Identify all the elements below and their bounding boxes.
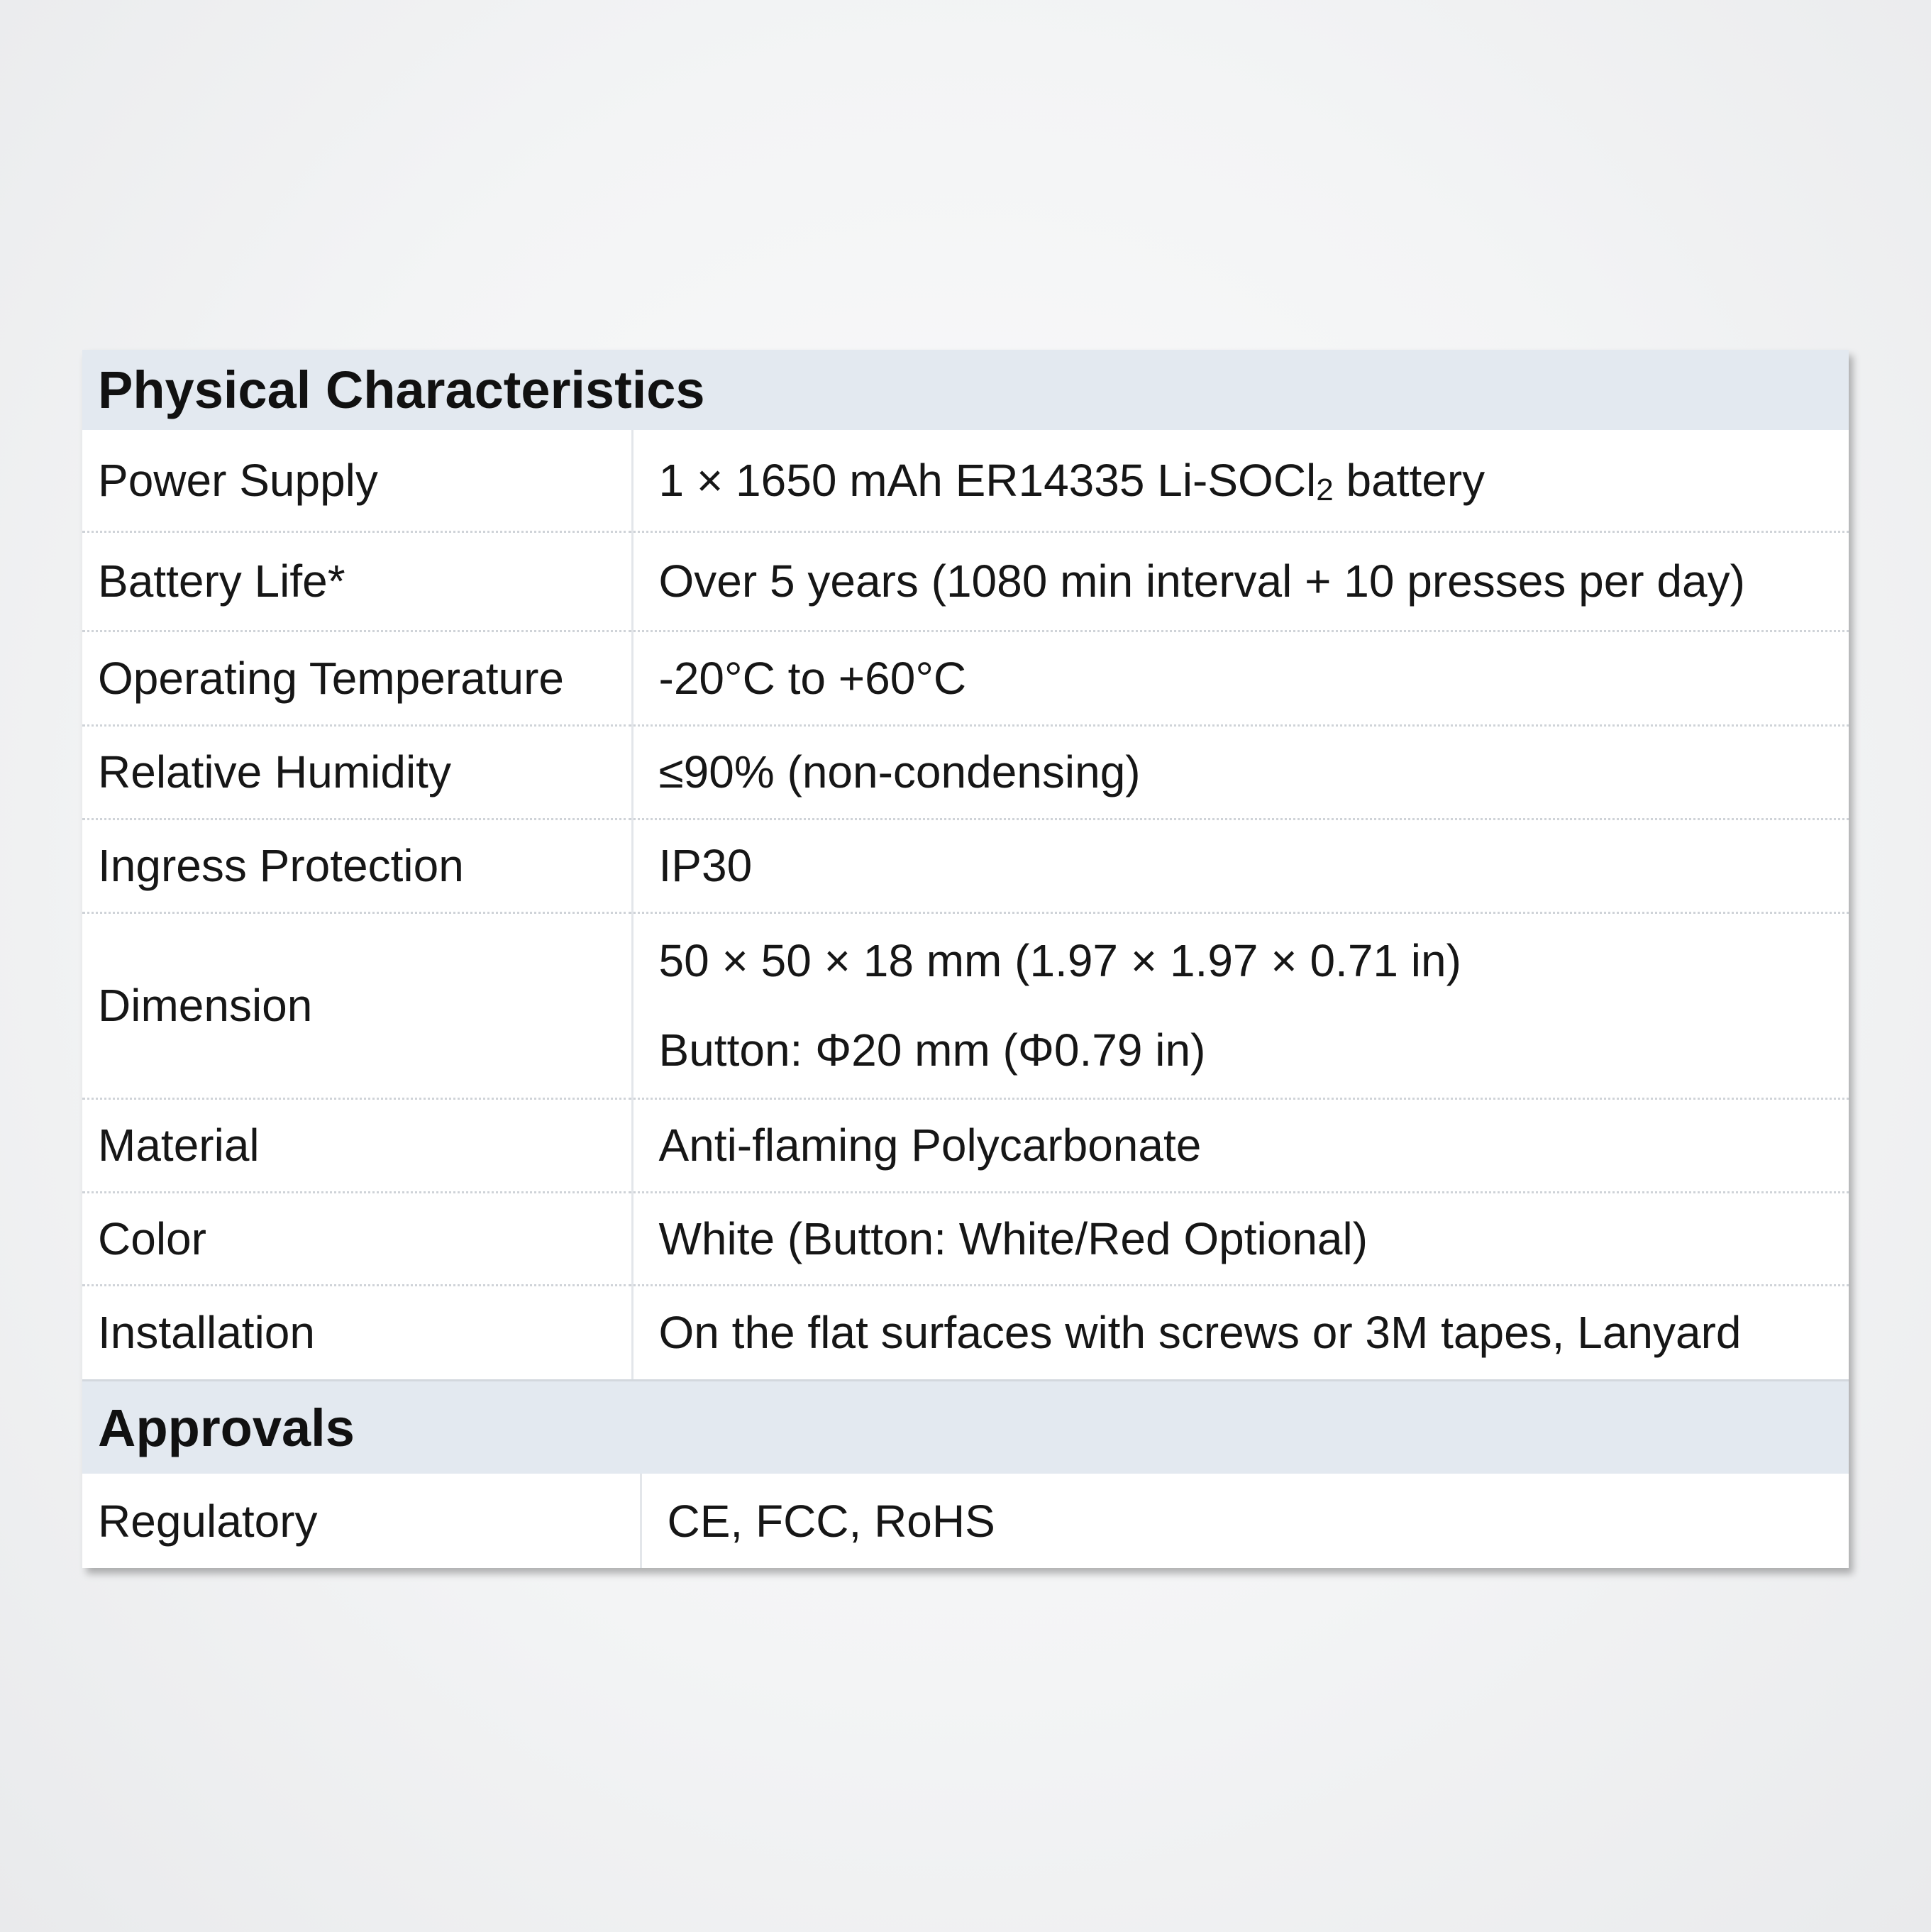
row-value: ≤90% (non-condensing)	[632, 725, 1849, 819]
row-label: Installation	[82, 1285, 632, 1379]
physical-characteristics-heading: Physical Characteristics	[82, 350, 1849, 430]
row-label: Ingress Protection	[82, 819, 632, 912]
table-row	[82, 1192, 1849, 1285]
power-supply-value: 1 × 1650 mAh ER14335 Li-SOCl	[658, 454, 1317, 506]
row-label: Dimension	[82, 912, 632, 1098]
row-label: Battery Life*	[82, 531, 632, 631]
button-dimension-value: Button: Φ20 mm (Φ0.79 in)	[658, 1025, 1206, 1076]
subscript: 2	[1316, 472, 1334, 507]
physical-characteristics-table	[82, 430, 1849, 1379]
table-row	[82, 1474, 1849, 1568]
row-label: Material	[82, 1098, 632, 1192]
row-value: -20°C to +60°C	[632, 631, 1849, 725]
table-row	[82, 819, 1849, 912]
spec-card	[82, 350, 1849, 1568]
row-value: On the flat surfaces with screws or 3M tapes, Lanyard	[658, 1307, 1742, 1359]
row-value	[632, 912, 1849, 1098]
table-row	[82, 1098, 1849, 1192]
row-value: Over 5 years (1080 min interval + 10 presses per day)	[632, 531, 1849, 631]
table-row	[82, 725, 1849, 819]
row-label: Power Supply	[82, 430, 632, 531]
table-row	[82, 531, 1849, 631]
table-row	[82, 430, 1849, 531]
row-value: White (Button: White/Red Optional)	[632, 1192, 1849, 1285]
power-supply-value-suffix: battery	[1333, 454, 1485, 506]
row-value: Anti-flaming Polycarbonate	[632, 1098, 1849, 1192]
table-row	[82, 631, 1849, 725]
table-row	[82, 1285, 1849, 1379]
row-label: Operating Temperature	[82, 631, 632, 725]
row-label: Color	[82, 1192, 632, 1285]
table-row	[82, 912, 1849, 1098]
approvals-table	[82, 1474, 1849, 1568]
row-label: Regulatory	[82, 1474, 641, 1568]
row-value: CE, FCC, RoHS	[667, 1495, 995, 1547]
row-label: Relative Humidity	[82, 725, 632, 819]
dimension-value: 50 × 50 × 18 mm (1.97 × 1.97 × 0.71 in)	[658, 935, 1461, 986]
approvals-heading: Approvals	[82, 1379, 1849, 1474]
row-value	[632, 430, 1849, 531]
row-value: IP30	[632, 819, 1849, 912]
